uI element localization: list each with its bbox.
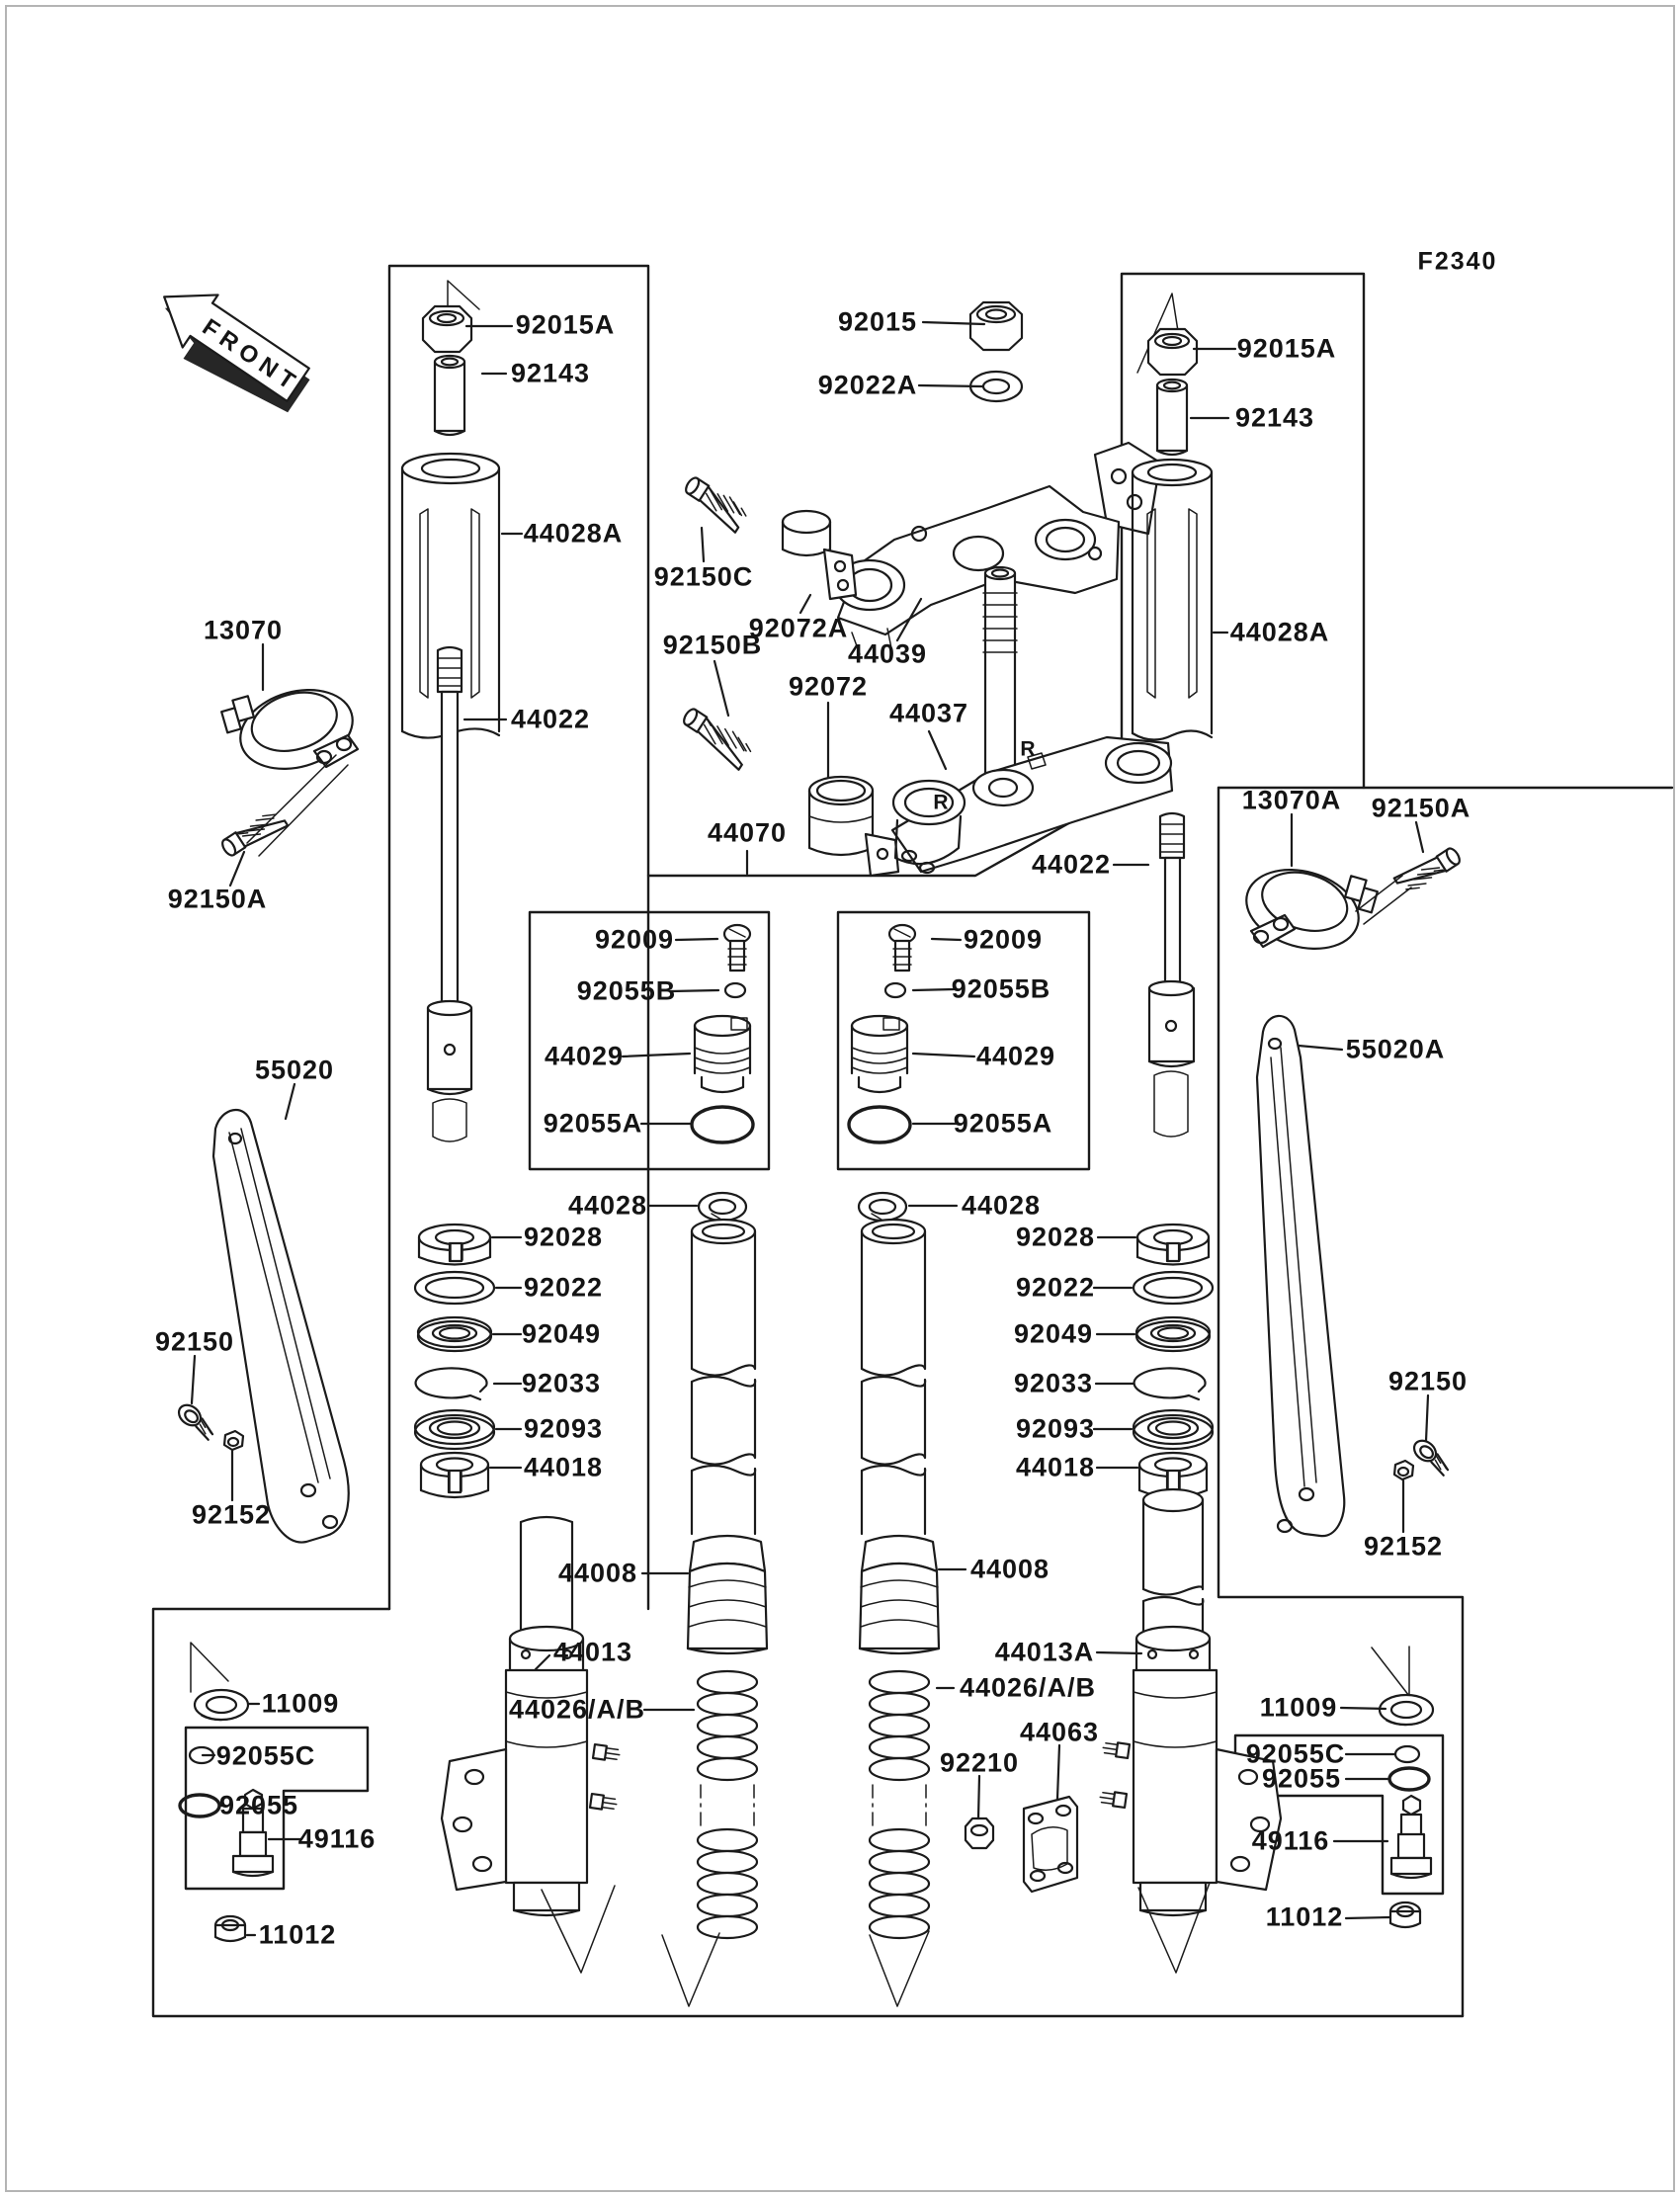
left-seal-92049 — [418, 1317, 491, 1351]
left-nut-92152 — [224, 1431, 243, 1450]
figure-code: F2340 — [1417, 247, 1498, 276]
bolt-92150c — [680, 474, 750, 533]
part-label-92152-left: 92152 — [191, 1499, 272, 1530]
part-label-44028a-left: 44028A — [523, 518, 624, 549]
part-label-92150-left: 92150 — [154, 1326, 235, 1357]
part-label-92072a: 92072A — [748, 613, 849, 643]
right-oring-92055c — [1395, 1746, 1419, 1762]
left-fork-spring — [662, 1671, 757, 2006]
part-label-49116-left: 49116 — [297, 1823, 377, 1854]
part-label-92055-left: 92055 — [218, 1790, 299, 1820]
right-nut-92152 — [1394, 1461, 1413, 1479]
left-valve-cap-44029 — [695, 1016, 750, 1092]
right-ring-92028 — [1137, 1225, 1209, 1265]
part-label-11012-right: 11012 — [1265, 1901, 1344, 1932]
part-label-55020: 55020 — [254, 1055, 335, 1085]
part-label-44028-left: 44028 — [567, 1190, 648, 1221]
part-label-92055a-left: 92055A — [543, 1108, 643, 1139]
part-label-92150c: 92150C — [653, 561, 754, 592]
left-ring-92028 — [419, 1225, 490, 1265]
right-cap-nut-92015a — [1137, 294, 1197, 375]
part-label-44022-left: 44022 — [510, 704, 591, 734]
part-label-44018-right: 44018 — [1015, 1452, 1096, 1482]
stem-nut-92015 — [970, 302, 1022, 350]
left-washer-11009 — [191, 1643, 248, 1720]
nut-92210 — [966, 1818, 993, 1848]
right-valve-49116 — [1391, 1796, 1431, 1878]
part-label-44037: 44037 — [888, 698, 969, 728]
right-guard-55020a — [1257, 1016, 1344, 1536]
part-label-44026ab-left: 44026/A/B — [508, 1694, 646, 1725]
left-collar-92143 — [435, 356, 464, 435]
part-label-13070a: 13070A — [1241, 785, 1342, 815]
part-label-11009-right: 11009 — [1259, 1692, 1338, 1723]
right-screw-92009 — [889, 925, 915, 971]
part-label-44022-right: 44022 — [1031, 849, 1112, 880]
left-outer-tube — [692, 1220, 755, 1534]
part-label-44028-right: 44028 — [961, 1190, 1042, 1221]
right-slider-44013a — [1099, 1489, 1281, 1973]
part-label-92055b-left: 92055B — [576, 975, 677, 1006]
left-bolt-92150a — [220, 806, 289, 862]
part-label-92055b-right: 92055B — [951, 973, 1051, 1004]
clamp-mark-r-right: R — [1020, 737, 1036, 761]
part-label-44018-left: 44018 — [523, 1452, 604, 1482]
part-label-44008-left: 44008 — [557, 1558, 638, 1588]
bolt-92150b — [677, 706, 755, 770]
clamp-92072 — [809, 777, 898, 876]
right-bolt-92150a — [1394, 842, 1463, 897]
part-label-44070: 44070 — [707, 817, 788, 848]
right-piston-ring-44028 — [859, 1193, 906, 1221]
right-oring-92055 — [1389, 1768, 1429, 1790]
part-label-44029-left: 44029 — [544, 1041, 625, 1071]
right-nut-11012 — [1390, 1902, 1420, 1927]
part-label-92210: 92210 — [939, 1747, 1020, 1778]
part-label-44039: 44039 — [847, 638, 928, 669]
part-label-92150-right: 92150 — [1387, 1366, 1469, 1396]
part-label-44026ab-right: 44026/A/B — [959, 1672, 1097, 1703]
left-washer-92022 — [415, 1272, 494, 1304]
right-seal-92093 — [1134, 1410, 1213, 1449]
left-seal-92093 — [415, 1410, 494, 1449]
part-label-44008-right: 44008 — [969, 1554, 1050, 1584]
left-clip-92033 — [416, 1368, 487, 1399]
left-bolt-92150 — [175, 1401, 218, 1441]
front-arrow-text: FRONT — [197, 313, 305, 398]
left-boot-44008 — [688, 1536, 767, 1653]
left-nut-11012 — [215, 1916, 245, 1941]
right-collar-92143 — [1157, 380, 1187, 455]
part-label-92143-right: 92143 — [1234, 402, 1315, 433]
part-label-44029-right: 44029 — [975, 1041, 1056, 1071]
part-label-92150b: 92150B — [662, 630, 763, 660]
part-label-92093-left: 92093 — [523, 1413, 604, 1444]
part-label-11012-left: 11012 — [258, 1919, 337, 1950]
part-label-92055-right: 92055 — [1261, 1763, 1342, 1794]
part-label-92015a-right: 92015A — [1236, 333, 1337, 364]
part-label-11009-left: 11009 — [261, 1688, 340, 1719]
part-label-92015a-left: 92015A — [515, 309, 616, 340]
right-clip-92033 — [1134, 1368, 1206, 1399]
front-arrow — [141, 271, 320, 424]
left-oring-92055b — [725, 983, 745, 997]
part-label-92093-right: 92093 — [1015, 1413, 1096, 1444]
left-clamp-13070 — [219, 670, 362, 856]
right-oring-92055b — [885, 983, 905, 997]
part-label-55020a: 55020A — [1345, 1034, 1446, 1064]
right-washer-11009 — [1372, 1647, 1433, 1725]
part-label-92009-right: 92009 — [963, 924, 1044, 955]
part-label-92033-left: 92033 — [521, 1368, 602, 1398]
part-label-92009-left: 92009 — [594, 924, 675, 955]
left-bushing-44018 — [421, 1453, 488, 1497]
axle-bracket-44063 — [1024, 1797, 1077, 1892]
part-label-92150a-right: 92150A — [1371, 793, 1471, 823]
right-damper-rod-44022 — [1149, 813, 1194, 1137]
part-label-92055a-right: 92055A — [953, 1108, 1053, 1139]
part-label-92049-right: 92049 — [1013, 1318, 1094, 1349]
right-washer-92022 — [1134, 1272, 1213, 1304]
leader-lines — [192, 322, 1428, 1935]
part-label-92152-right: 92152 — [1363, 1531, 1444, 1562]
right-outer-tube — [862, 1220, 925, 1534]
right-oring-92055a — [849, 1107, 910, 1142]
part-label-44013a-right: 44013A — [994, 1637, 1095, 1667]
part-label-92055c-right: 92055C — [1245, 1738, 1346, 1769]
part-label-92049-left: 92049 — [521, 1318, 602, 1349]
left-piston-ring-44028 — [699, 1193, 746, 1221]
right-bolt-92150 — [1410, 1437, 1454, 1477]
part-label-13070: 13070 — [203, 615, 284, 645]
part-label-92033-right: 92033 — [1013, 1368, 1094, 1398]
part-label-49116-right: 49116 — [1251, 1825, 1330, 1856]
left-damper-rod-44022 — [428, 647, 471, 1141]
part-label-92150a-left: 92150A — [167, 884, 268, 914]
part-label-92028-left: 92028 — [523, 1222, 604, 1252]
part-label-92022a: 92022A — [817, 370, 918, 400]
part-label-92015: 92015 — [837, 306, 918, 337]
right-seal-92049 — [1136, 1317, 1210, 1351]
right-clamp-13070a — [1237, 850, 1411, 964]
part-label-92022-left: 92022 — [523, 1272, 604, 1303]
left-screw-92009 — [724, 925, 750, 971]
left-cap-nut-92015a — [423, 281, 479, 352]
clamp-mark-r-left: R — [933, 791, 949, 814]
clamp-92072a — [783, 511, 856, 599]
right-fork-spring — [870, 1671, 929, 2006]
right-valve-cap-44029 — [852, 1016, 907, 1092]
part-label-44028a-right: 44028A — [1229, 617, 1330, 647]
left-oring-92055a — [692, 1107, 753, 1142]
right-boot-44008 — [860, 1536, 939, 1653]
part-label-92055c-left: 92055C — [215, 1740, 316, 1771]
part-label-92028-right: 92028 — [1015, 1222, 1096, 1252]
part-label-92022-right: 92022 — [1015, 1272, 1096, 1303]
part-label-44063: 44063 — [1019, 1717, 1100, 1747]
part-label-92143-left: 92143 — [510, 358, 591, 388]
part-label-44013-left: 44013 — [552, 1637, 633, 1667]
part-label-92072: 92072 — [788, 671, 869, 702]
